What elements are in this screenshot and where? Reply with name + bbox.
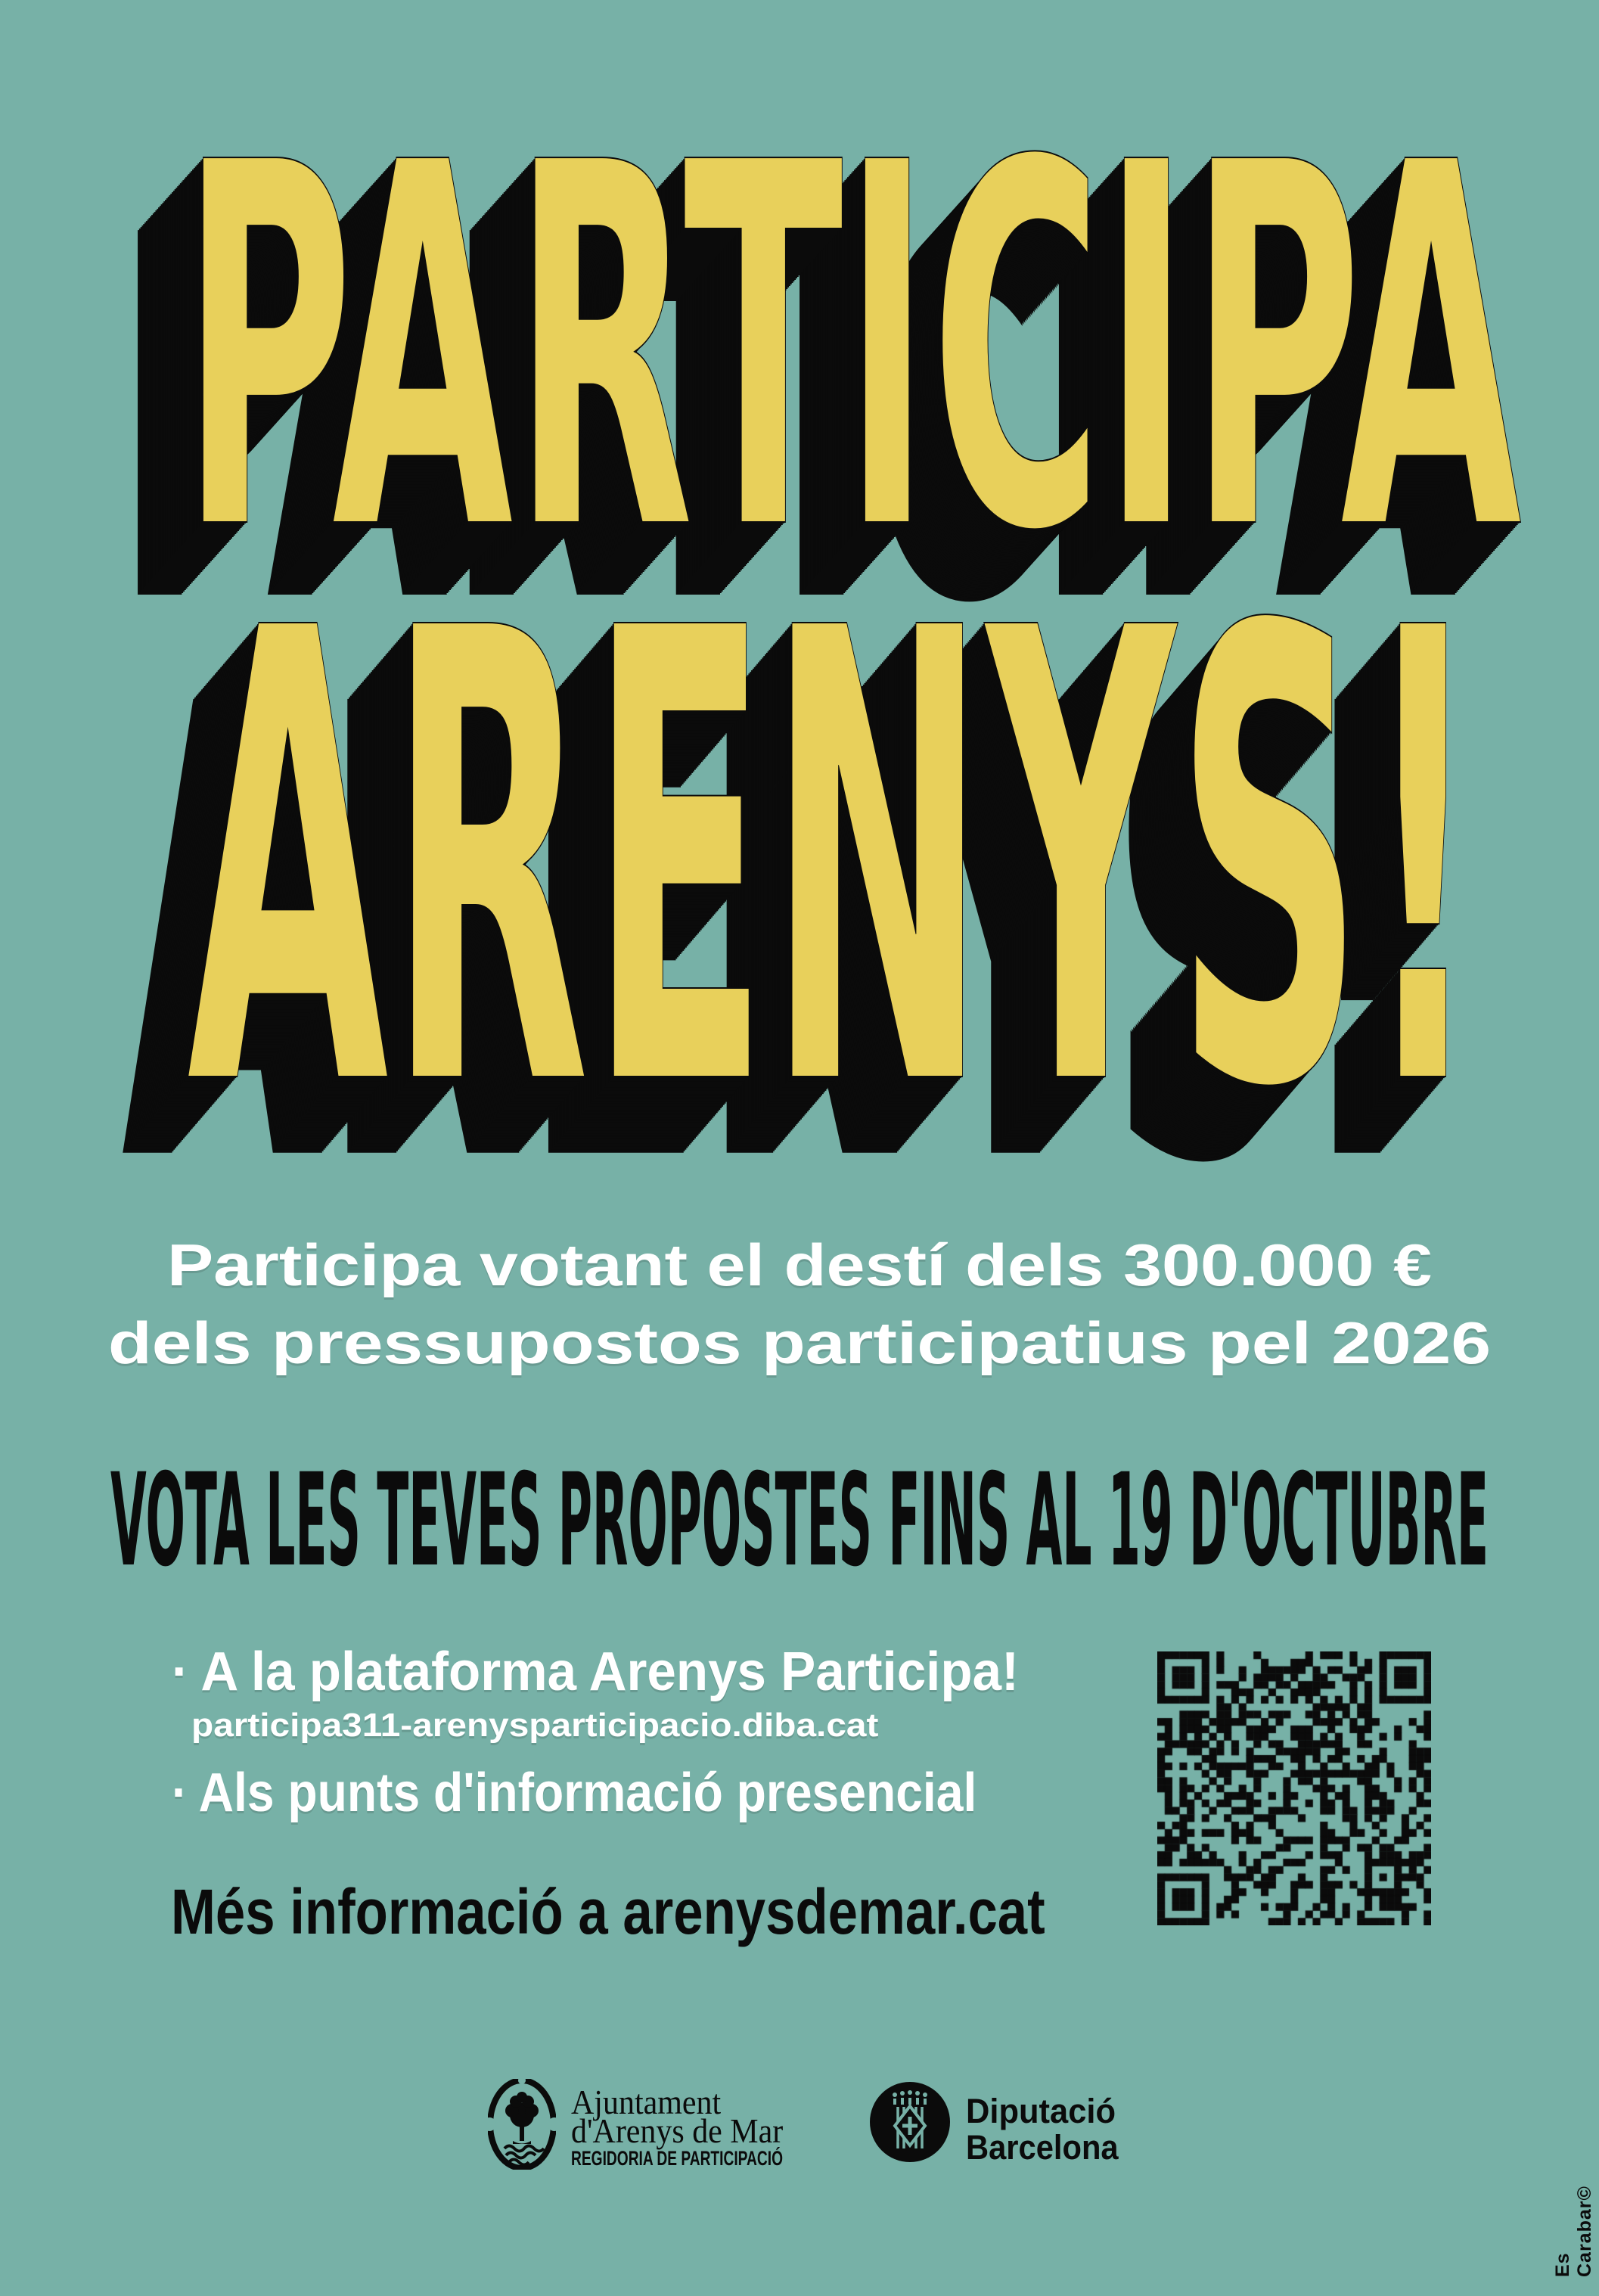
title-line-1: PARTICIPA xyxy=(182,57,1522,640)
tree-icon xyxy=(505,2092,539,2144)
deadline-headline: VOTA LES TEVES PROPOSTES FINS AL 19 D'OCTUBRE xyxy=(110,1446,1489,1595)
bullet-marker: · xyxy=(172,1763,188,1823)
bullet-platform-label: A la plataforma Arenys Participa! xyxy=(200,1642,1020,1702)
ajuntament-name-line2: d'Arenys de Mar xyxy=(571,2111,784,2150)
title-line-2: ARENYS! xyxy=(187,499,1483,1224)
studio-credit: Es Carabar© xyxy=(1552,2186,1595,2277)
subtitle-line-1: Participa votant el destí dels 300.000 € xyxy=(166,1232,1433,1298)
diputacio-emblem-icon xyxy=(870,2082,950,2162)
more-info-text: Més informació a arenysdemar.cat xyxy=(171,1876,1045,1947)
bullet-info-points-label: Als punts d'informació presencial xyxy=(198,1763,977,1823)
ajuntament-seal-icon xyxy=(488,2079,556,2170)
platform-url: participa311-arenysparticipacio.diba.cat xyxy=(191,1707,879,1744)
bullet-item-platform xyxy=(172,1642,1020,1702)
ajuntament-name-line1: Ajuntament xyxy=(571,2083,722,2121)
ajuntament-department: REGIDORIA DE PARTICIPACIÓ xyxy=(571,2147,784,2170)
qr-code xyxy=(1157,1651,1431,1925)
bullet-marker: · xyxy=(172,1642,190,1702)
bullet-item-info-points xyxy=(172,1763,977,1823)
diputacio-line1: Diputació xyxy=(966,2092,1116,2130)
subtitle-line-2: dels pressupostos participatius pel 2026 xyxy=(107,1310,1492,1376)
diputacio-line2: Barcelona xyxy=(966,2128,1119,2167)
